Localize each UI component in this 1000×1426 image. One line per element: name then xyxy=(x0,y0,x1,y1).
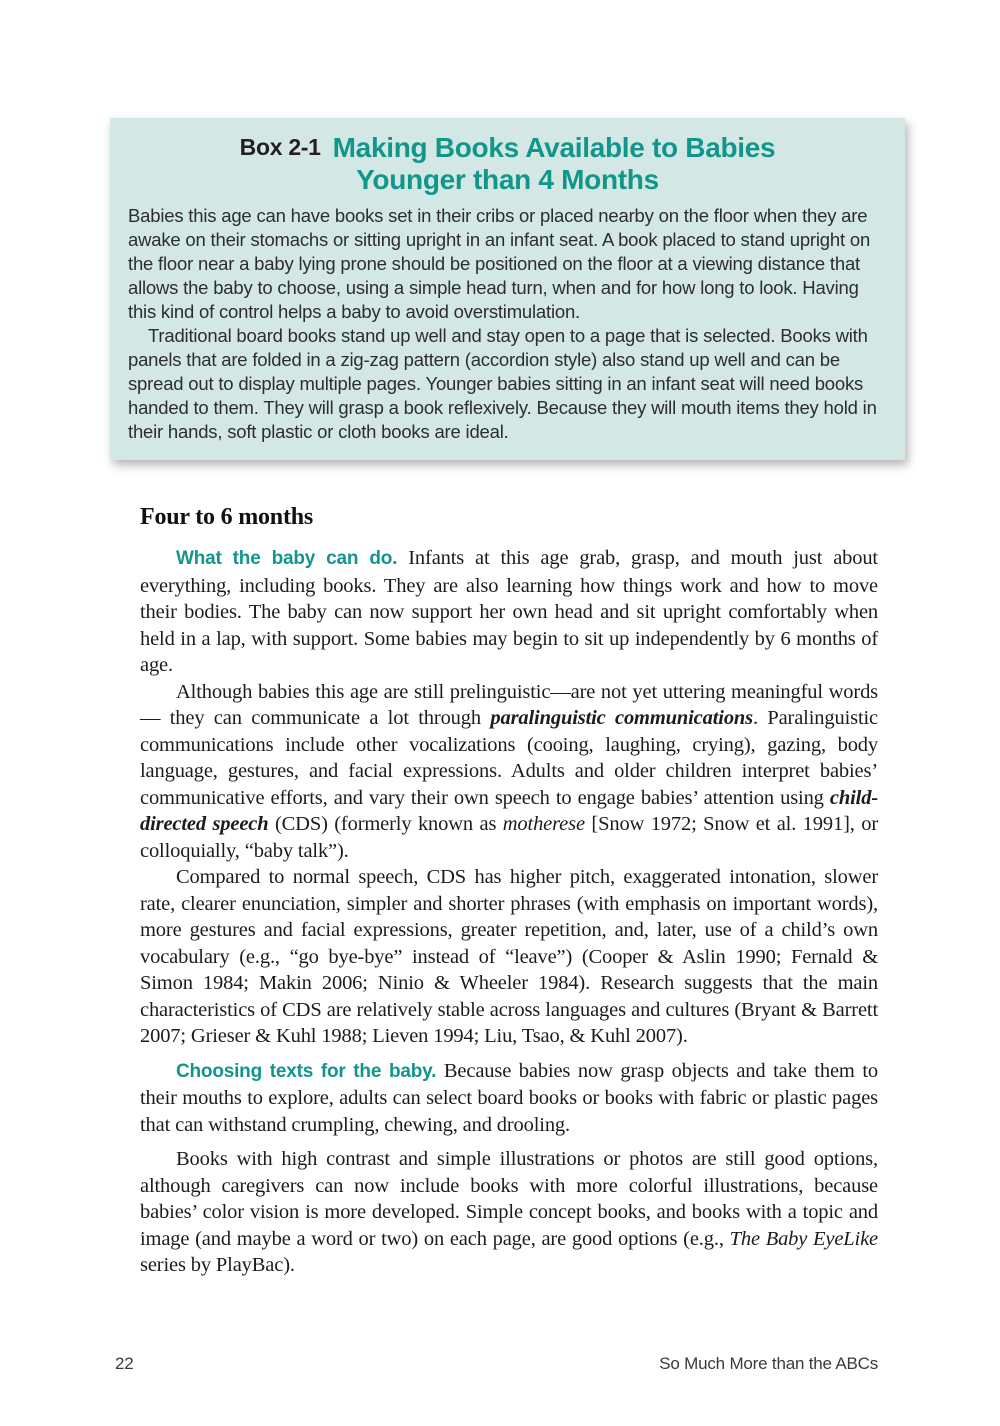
section-heading: Four to 6 months xyxy=(140,504,314,530)
box-title-line2: Younger than 4 Months xyxy=(356,164,659,195)
paragraph-text: [Snow 1972; Snow et al. 1991], or colloquially, “baby talk”). xyxy=(140,813,878,862)
body-paragraph xyxy=(140,1058,878,1139)
body-paragraph xyxy=(140,1146,878,1279)
page-footer xyxy=(115,1354,878,1374)
box-label: Box 2-1 xyxy=(239,134,321,160)
paragraph-text: Books with high contrast and simple illustrations or photos are still good options, although caregivers can now include books with more colorful illustrations, because babies’ color vision is more developed. Simple concept books, and books with a topic and image (and maybe a word or two) on each page, are good options (e.g., xyxy=(140,1148,878,1250)
body-paragraph xyxy=(140,679,878,865)
paragraph-text: (CDS) (formerly known as xyxy=(268,813,503,835)
body-paragraph xyxy=(140,864,878,1050)
paragraph-text: Compared to normal speech, CDS has higher pitch, exaggerated intonation, slower rate, clearer enunciation, simpler and shorter phrases (with emphasis on important words), more gestures and facial expressions, greater repetition, and, later, use of a child’s own vocabulary (e.g., “go bye-bye” instead of “leave”) (Cooper & Aslin 1990; Fernald & Simon 1984; Makin 2006; Ninio & Wheeler 1984). Research suggests that the main characteristics of CDS are relatively stable across languages and cultures (Bryant & Barrett 2007; Grieser & Kuhl 1988; Lieven 1994; Liu, Tsao, & Kuhl 2007). xyxy=(140,866,878,1047)
paragraph-text: The Baby EyeLike xyxy=(729,1227,878,1250)
callout-box-2-1 xyxy=(110,118,905,460)
main-text-column xyxy=(140,504,878,1279)
box-title: Making Books Available to Babies xyxy=(332,132,776,163)
box-title-line1-wrap xyxy=(128,132,887,164)
paragraph-text: paralinguistic communications xyxy=(490,707,753,729)
paragraph-text: Although babies this age are still prelinguistic—are not yet uttering meaningful words— they can communicate a lot through xyxy=(140,680,878,729)
paragraph-text: series by PlayBac). xyxy=(140,1254,295,1276)
paragraph-lead-in: What the baby can do. xyxy=(176,548,409,569)
box-header xyxy=(128,132,887,196)
paragraph-text: Infants at this age grab, grasp, and mouth just about everything, including books. They are also learning how things work and how to move their bodies. The baby can now support her own head and sit upright comfortably when held in a lap, with support. Some babies may begin to sit up independently by 6 months of age. xyxy=(140,547,878,676)
paragraph-lead-in: Choosing texts for the baby. xyxy=(176,1060,444,1082)
paragraph-text: child-directed speech xyxy=(140,786,878,835)
running-title: So Much More than the ABCs xyxy=(659,1354,878,1373)
page-number: 22 xyxy=(115,1354,134,1373)
section-paragraphs xyxy=(140,545,878,1279)
paragraph-text: . Paralinguistic communications include other vocalizations (cooing, laughing, crying), gazing, body language, gestures, and facial expressions. Adults and older children interpret babies’ communicative efforts, and vary their own speech to engage babies’ attention using xyxy=(140,707,878,809)
paragraph-text: Because babies now grasp objects and take them to their mouths to explore, adults can select board books or books with fabric or plastic pages that can withstand crumpling, chewing, and drooling. xyxy=(140,1059,878,1136)
box-body xyxy=(128,204,887,444)
paragraph-text: motherese xyxy=(502,813,585,835)
body-paragraph xyxy=(140,545,878,679)
box-paragraph-2: Traditional board books stand up well and stay open to a page that is selected. Books with panels that are folded in a zig-zag pattern (accordion style) also stand up well and can be spread out to display multiple pages. Younger babies sitting in an infant seat will need books handed to them. They will grasp a book reflexively. Because they will mouth items they hold in their hands, soft plastic or cloth books are ideal. xyxy=(128,325,877,442)
box-paragraph-1: Babies this age can have books set in their cribs or placed nearby on the floor when they are awake on their stomachs or sitting upright in an infant seat. A book placed to stand upright on the floor near a baby lying prone should be positioned on the floor at a viewing distance that allows the baby to choose, using a simple head turn, when and for how long to look. Having this kind of control helps a baby to avoid overstimulation. xyxy=(128,205,871,322)
